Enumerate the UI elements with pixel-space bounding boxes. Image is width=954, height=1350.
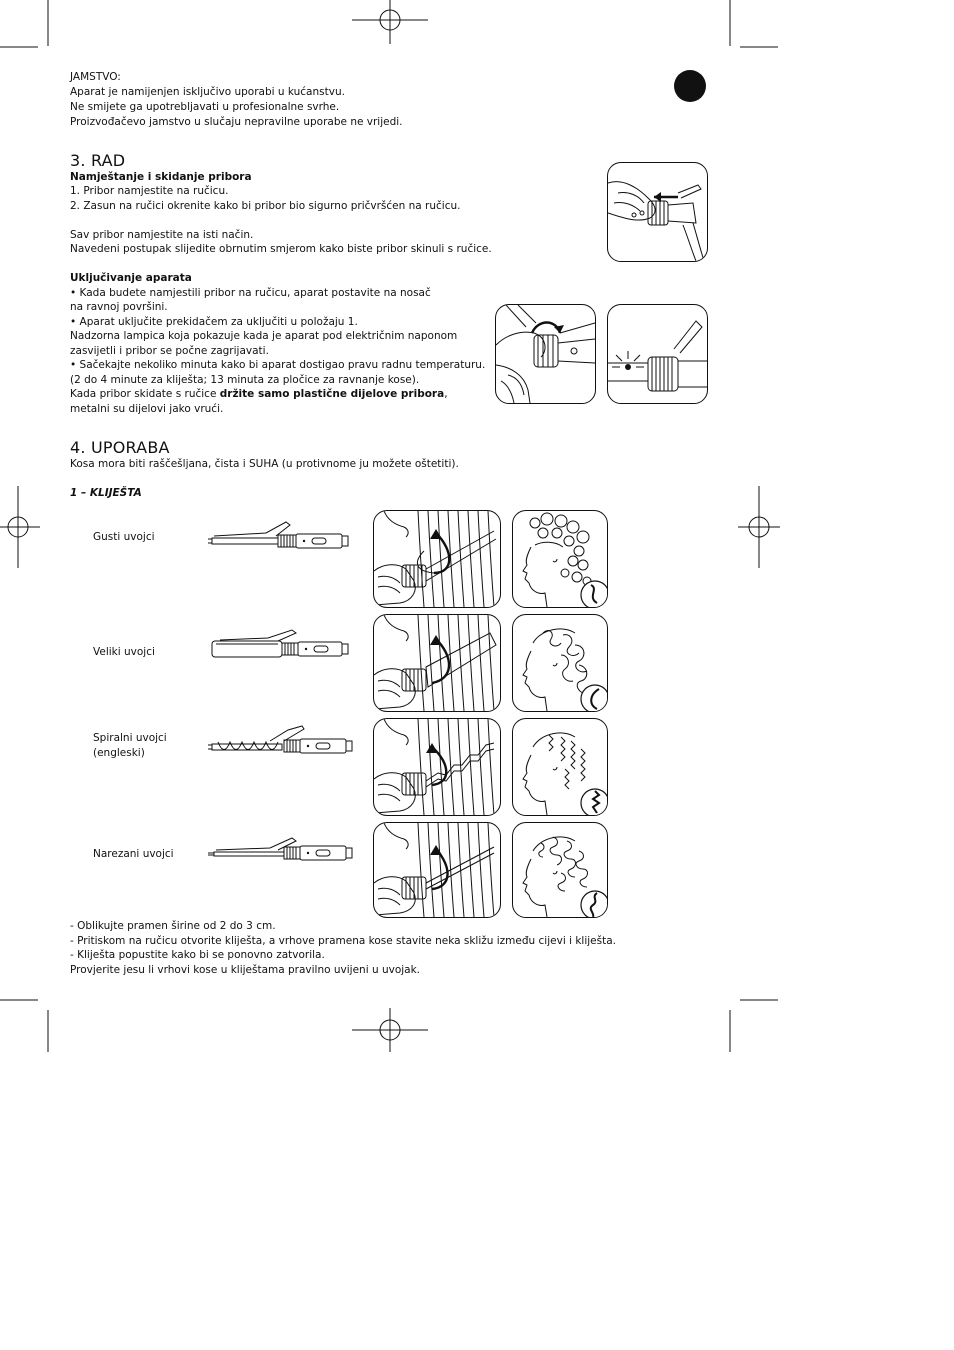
warranty-line-3: Proizvođačevo jamstvo u slučaju nepravilne uporabe ne vrijedi. [70, 116, 403, 128]
tongs-big-curls [208, 628, 350, 668]
power-line-3: • Aparat uključite prekidačem za uključiti u položaju 1. [70, 316, 358, 328]
section3-heading: 3. RAD [70, 151, 126, 170]
remove-line [70, 387, 448, 402]
note-4: Provjerite jesu li vrhovi kose u kliještama pravilno uvijeni u uvojak. [70, 964, 421, 976]
power-line-6: • Sačekajte nekoliko minuta kako bi aparat dostigao pravu radnu temperaturu. [70, 359, 486, 371]
remove-line-2: metalni su dijelovi jako vrući. [70, 403, 224, 415]
technique-illustration-1 [373, 510, 501, 608]
technique-illustration-4 [373, 822, 501, 918]
note-3: - Kliješta popustite kako bi se ponovno zatvorila. [70, 949, 325, 961]
handle-light-drawing [608, 305, 707, 403]
row-label-spiral-curls: Spiralni uvojci (engleski) [93, 732, 167, 759]
row-label-tight-curls: Gusti uvojci [93, 531, 155, 543]
power-line-4: Nadzorna lampica koja pokazuje kada je aparat pod električnim naponom [70, 330, 458, 342]
hand-switch-drawing [496, 305, 595, 403]
result-illustration-1 [512, 510, 608, 608]
remove-comma: , [444, 388, 448, 400]
power-line-2: na ravnoj površini. [70, 301, 168, 313]
para-line-1: Sav pribor namjestite na isti način. [70, 229, 254, 241]
remove-bold: držite samo plastične dijelove pribora [219, 388, 445, 400]
result-illustration-3 [512, 718, 608, 816]
power-line-1: • Kada budete namjestili pribor na ručicu, aparat postavite na nosač [70, 287, 431, 299]
power-line-5: zasvijetli i pribor se počne zagrijavati. [70, 345, 269, 357]
technique-illustration-3 [373, 718, 501, 816]
language-badge [674, 70, 706, 102]
note-2: - Pritiskom na ručicu otvorite kliješta, a vrhove pramena kose stavite neka skližu između cijevi i kliješta. [70, 935, 616, 947]
warranty-title: JAMSTVO: [70, 71, 121, 83]
step-1: 1. Pribor namjestite na ručicu. [70, 185, 229, 197]
para-line-2: Navedeni postupak slijedite obrnutim smjerom kako biste pribor skinuli s ručice. [70, 243, 492, 255]
result-illustration-2 [512, 614, 608, 712]
section4-heading: 4. UPORABA [70, 438, 170, 457]
section3-subheading-attach: Namještanje i skidanje pribora [70, 171, 252, 183]
note-1: - Oblikujte pramen širine od 2 do 3 cm. [70, 920, 276, 932]
tongs-cut-curls [208, 832, 354, 872]
warranty-line-2: Ne smijete ga upotrebljavati u profesionalne svrhe. [70, 101, 340, 113]
warranty-line-1: Aparat je namijenjen isključivo uporabi u kućanstvu. [70, 86, 345, 98]
section3-subheading-power: Uključivanje aparata [70, 272, 192, 284]
section4-subheading: 1 – KLIJEŠTA [70, 487, 142, 499]
tongs-tight-curls [208, 520, 350, 560]
indicator-light-illustration [607, 304, 708, 404]
power-line-7: (2 do 4 minute za kliješta; 13 minuta za pločice za ravnanje kose). [70, 374, 420, 386]
switch-on-illustration [495, 304, 596, 404]
technique-illustration-2 [373, 614, 501, 712]
hand-handle-drawing [608, 163, 707, 261]
remove-text: Kada pribor skidate s ručice [70, 388, 220, 400]
row-label-big-curls: Veliki uvojci [93, 646, 155, 658]
tongs-spiral-curls [208, 724, 354, 764]
step-2: 2. Zasun na ručici okrenite kako bi pribor bio sigurno pričvršćen na ručicu. [70, 200, 461, 212]
result-illustration-4 [512, 822, 608, 918]
attach-illustration [607, 162, 708, 262]
section4-intro: Kosa mora biti raščešljana, čista i SUHA (u protivnome ju možete oštetiti). [70, 458, 459, 470]
row-label-cut-curls: Narezani uvojci [93, 848, 174, 860]
